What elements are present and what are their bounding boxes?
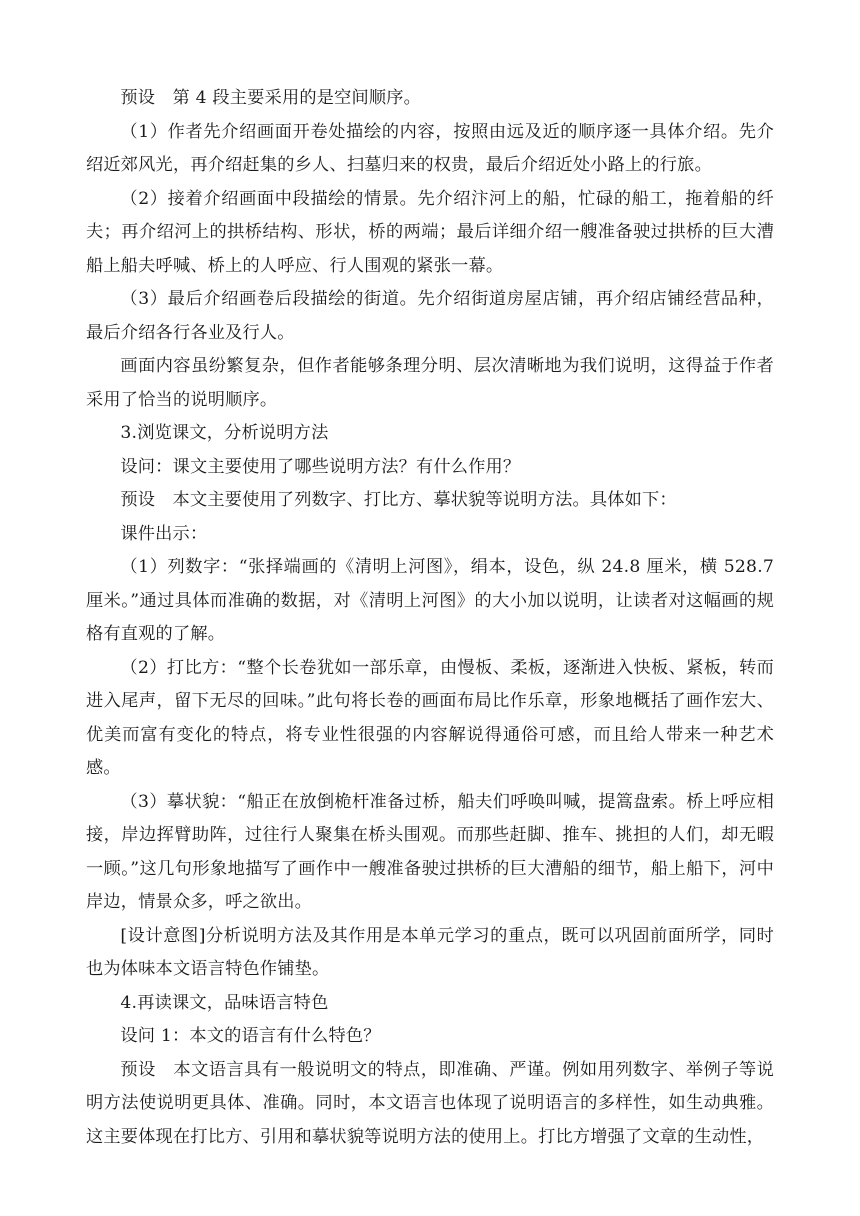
paragraph-item-3-end: （3）最后介绍画卷后段描绘的街道。先介绍街道房屋店铺，再介绍店铺经营品种，最后介绍各行各业及行人。 [86,289,774,343]
section-heading-3: 3.浏览课文，分析说明方法 [120,423,329,443]
paragraph-design-intent: [设计意图]分析说明方法及其作用是本单元学习的重点，既可以巩固前面所学，同时也为体味本文语言特色作铺垫。 [86,925,774,979]
paragraph-preset-language: 预设 本文语言具有一般说明文的特点，即准确、严谨。例如用列数字、举例子等说明方法使说明更具体、准确。同时，本文语言也体现了说明语言的多样性，如生动典雅。这主要体现在打比方、引用和摹状貌等说明方法的使用上。打比方增强了文章的生动性， [86,1059,774,1147]
paragraph-question-1: 设问 1：本文的语言有什么特色？ [120,1026,381,1046]
paragraph-item-1-opening: （1）作者先介绍画面开卷处描绘的内容，按照由远及近的顺序逐一具体介绍。先介绍近郊风光，再介绍赶集的乡人、扫墓归来的权贵，最后介绍近处小路上的行旅。 [86,121,774,175]
paragraph-preset-space-order: 预设 第 4 段主要采用的是空间顺序。 [120,88,422,108]
section-heading-4: 4.再读课文，品味语言特色 [120,992,329,1013]
paragraph-method-numbers: （1）列数字：“张择端画的《清明上河图》，绢本，设色，纵 24.8 厘米，横 528.7 厘米。”通过具体而准确的数据，对《清明上河图》的大小加以说明，让读者对这幅画的规格有直观的了解。 [86,557,774,644]
paragraph-question-methods: 设问：课文主要使用了哪些说明方法？有什么作用？ [120,456,521,477]
paragraph-method-description: （3）摹状貌：“船正在放倒桅杆准备过桥，船夫们呼唤叫喊，提篙盘索。桥上呼应相接，岸边挥臂助阵，过往行人聚集在桥头围观。而那些赶脚、推车、挑担的人们，却无暇一顾。”这几句形象地描写了画作中一艘准备驶过拱桥的巨大漕船的细节，船上船下，河中岸边，情景众多，呼之欲出。 [86,791,774,912]
paragraph-courseware: 课件出示： [120,523,208,544]
paragraph-preset-methods: 预设 本文主要使用了列数字、打比方、摹状貌等说明方法。具体如下： [120,490,677,510]
paragraph-method-analogy: （2）打比方：“整个长卷犹如一部乐章，由慢板、柔板，逐渐进入快板、紧板，转而进入尾声，留下无尽的回味。”此句将长卷的画面布局比作乐章，形象地概括了画作宏大、优美而富有变化的特点，将专业性很强的内容解说得通俗可感，而且给人带来一种艺术感。 [86,657,774,778]
paragraph-item-2-middle: （2）接着介绍画面中段描绘的情景。先介绍汴河上的船，忙碌的船工，拖着船的纤夫；再介绍河上的拱桥结构、形状，桥的两端；最后详细介绍一艘准备驶过拱桥的巨大漕船上船夫呼喊、桥上的人呼应、行人围观的紧张一幕。 [86,188,774,276]
paragraph-summary-order: 画面内容虽纷繁复杂，但作者能够条理分明、层次清晰地为我们说明，这得益于作者采用了恰当的说明顺序。 [86,356,774,410]
